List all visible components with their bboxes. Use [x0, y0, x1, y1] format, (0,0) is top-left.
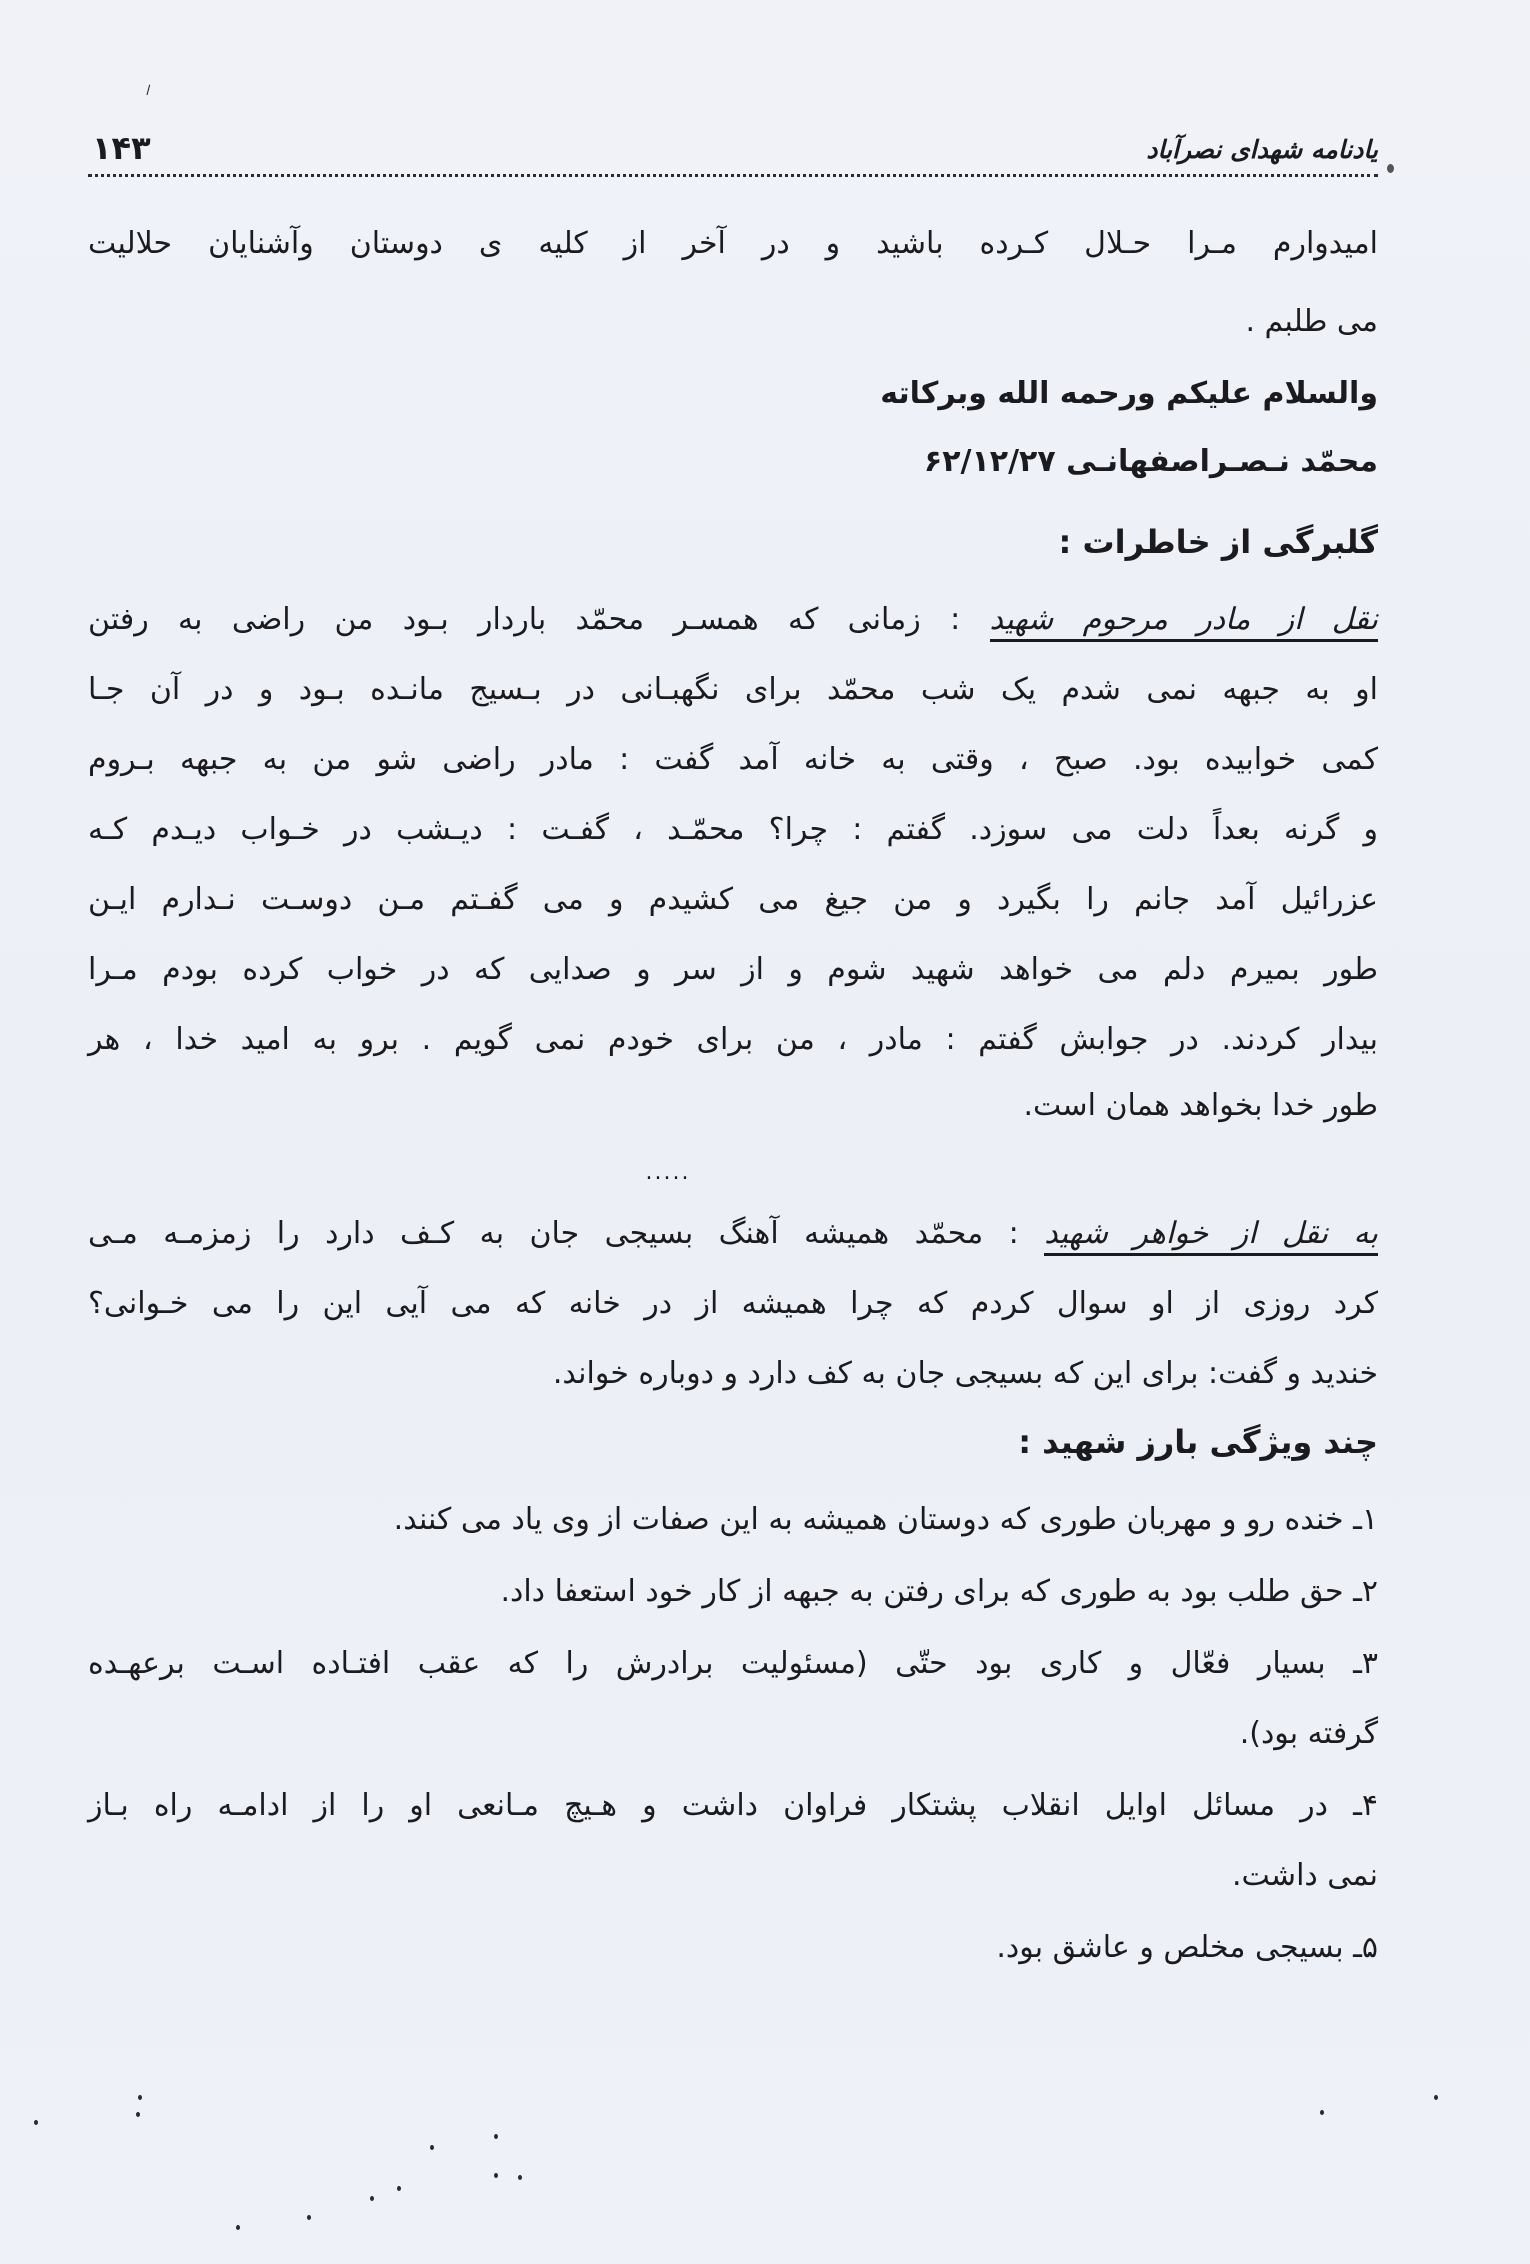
trait-item-continuation: نمی داشت.	[1231, 1858, 1378, 1893]
letter-signature: محمّد نـصـراصفهانـی ۶۲/۱۲/۲۷	[923, 444, 1378, 479]
mother-memory-line: عزرائیل آمد جانم را بگیرد و من جیغ می کشیدم و می گفـتم مـن دوسـت نـدارم ایـن	[88, 882, 1378, 917]
trait-item: ۳ـ بسیار فعّال و کاری بود حتّی (مسئولیت برادرش را که عقب افتـاده اسـت برعهـده	[88, 1646, 1378, 1681]
page-header	[88, 128, 1378, 176]
mother-memory-label: نقل از مادر مرحوم شهید	[990, 602, 1378, 642]
memories-heading: گلبرگی از خاطرات :	[1058, 523, 1378, 561]
scan-speck	[307, 2215, 311, 2220]
scan-speck	[34, 2120, 38, 2125]
traits-heading: چند ویژگی بارز شهید :	[1018, 1423, 1378, 1461]
trait-item: ۴ـ در مسائل اوایل انقلاب پشتکار فراوان داشت و هـیچ مـانعی او را از ادامـه راه بـاز	[88, 1788, 1378, 1823]
section-separator: .....	[645, 1160, 691, 1185]
letter-closing-line-2: می طلبم .	[1245, 304, 1378, 339]
mother-memory-line: بیدار کردند. در جوابش گفتم : مادر ، من برای خودم نمی گویم . برو به امید خدا ، هر	[88, 1022, 1378, 1057]
scan-speck	[430, 2145, 434, 2150]
letter-closing-line-1: امیدوارم مـرا حـلال کـرده باشید و در آخر از کلیه ی دوستان وآشنایان حلالیت	[88, 226, 1378, 261]
mother-memory-line: او به جبهه نمی شدم یک شب محمّد برای نگهبـانی در بـسیج مانـده بـود و در آن جـا	[88, 672, 1378, 707]
mother-memory-text: : زمانی که همسـر محمّد باردار بـود من راضی به رفتن	[88, 602, 961, 637]
sister-memory-line: کرد روزی از او سوال کردم که چرا همیشه از در خانه که می آیی این را می خـوانی؟	[88, 1286, 1378, 1321]
trait-item: ۲ـ حق طلب بود به طوری که برای رفتن به جبهه از کار خود استعفا داد.	[500, 1574, 1378, 1609]
header-dotted-rule	[88, 174, 1378, 177]
scan-speck	[494, 2134, 498, 2139]
page-number: ۱۴۳	[92, 129, 151, 167]
scan-speck	[138, 2095, 142, 2100]
letter-salutation: والسلام علیکم ورحمه الله وبرکاته	[880, 376, 1378, 411]
scan-speck	[518, 2175, 522, 2180]
scan-speck	[136, 2112, 140, 2117]
sister-memory-line	[88, 1210, 1378, 1258]
scan-speck	[1320, 2110, 1324, 2115]
scan-speck	[1434, 2095, 1438, 2100]
trait-item-continuation: گرفته بود).	[1239, 1716, 1378, 1751]
mother-memory-line	[88, 596, 1378, 644]
scan-speck	[397, 2186, 401, 2191]
mother-memory-line: و گرنه بعداً دلت می سوزد. گفتم : چرا؟ محمّـد ، گفـت : دیـشب در خـواب دیـدم کـه	[88, 812, 1378, 847]
running-title: یادنامه شهدای نصرآباد	[1146, 135, 1378, 164]
scan-speck	[494, 2173, 498, 2178]
mother-memory-line: طور خدا بخواهد همان است.	[1023, 1088, 1378, 1123]
trait-item: ۵ـ بسیجی مخلص و عاشق بود.	[996, 1930, 1378, 1965]
mother-memory-line: طور بمیرم دلم می خواهد شهید شوم و از سر و صدایی که در خواب کرده بودم مـرا	[88, 952, 1378, 987]
trait-item: ۱ـ خنده رو و مهربان طوری که دوستان همیشه به این صفات از وی یاد می کنند.	[393, 1502, 1378, 1537]
scan-speck	[370, 2196, 374, 2201]
sister-memory-line: خندید و گفت: برای این که بسیجی جان به کف دارد و دوباره خواند.	[552, 1356, 1378, 1391]
pen-mark: ⸝	[135, 72, 158, 100]
scan-speck	[236, 2225, 240, 2230]
header-bullet	[1387, 164, 1394, 173]
sister-memory-text: : محمّد همیشه آهنگ بسیجی جان به کـف دارد را زمزمـه مـی	[88, 1216, 1019, 1251]
sister-memory-label: به نقل از خواهر شهید	[1044, 1216, 1378, 1256]
mother-memory-line: کمی خوابیده بود. صبح ، وقتی به خانه آمد گفت : مادر راضی شو من به جبهه بـروم	[88, 742, 1378, 777]
